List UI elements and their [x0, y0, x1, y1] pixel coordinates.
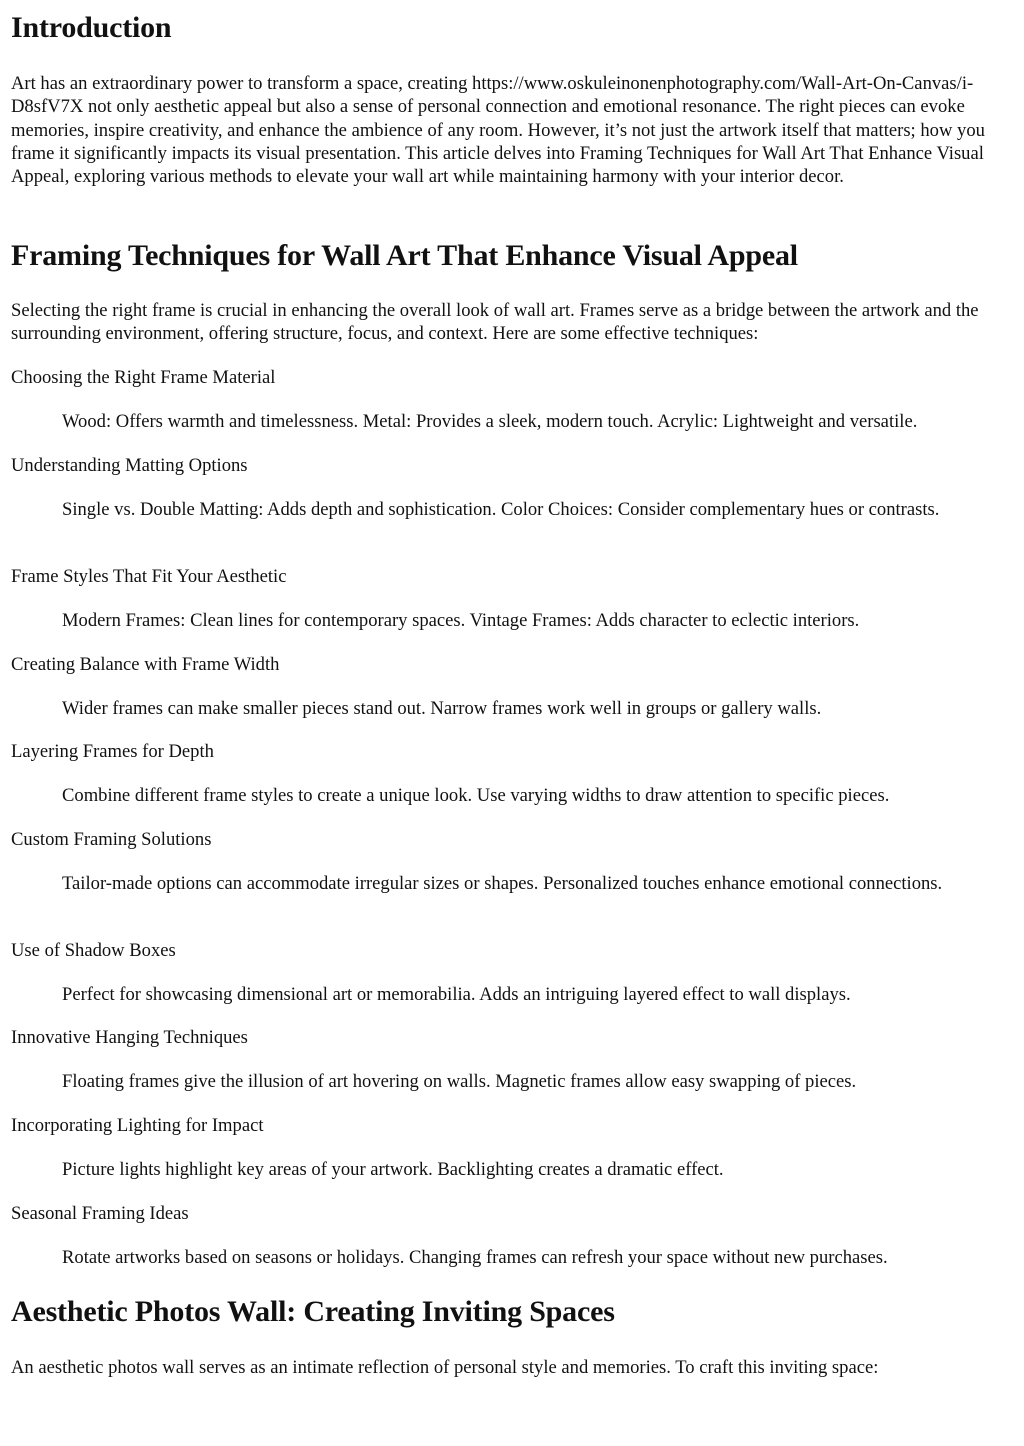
- paragraph-aesthetic-photos-wall: An aesthetic photos wall serves as an intimate reflection of personal style and memories. To craft this inviting space:: [11, 1357, 879, 1378]
- section-body-matting-options: Single vs. Double Matting: Adds depth and sophistication. Color Choices: Consider complementary hues or contrasts.: [62, 499, 940, 520]
- section-body-custom-framing: Tailor-made options can accommodate irregular sizes or shapes. Personalized touches enhance emotional connections.: [62, 873, 943, 894]
- heading-framing-techniques: Framing Techniques for Wall Art That Enhance Visual Appeal: [11, 239, 798, 272]
- heading-introduction: Introduction: [11, 11, 172, 44]
- section-body-frame-material: Wood: Offers warmth and timelessness. Metal: Provides a sleek, modern touch. Acrylic: Lightweight and versatile.: [62, 411, 918, 432]
- section-title-frame-styles: Frame Styles That Fit Your Aesthetic: [11, 566, 287, 587]
- section-title-layering-frames: Layering Frames for Depth: [11, 741, 214, 762]
- section-title-shadow-boxes: Use of Shadow Boxes: [11, 940, 176, 961]
- section-title-matting-options: Understanding Matting Options: [11, 455, 248, 476]
- section-title-frame-width: Creating Balance with Frame Width: [11, 654, 280, 675]
- section-body-lighting: Picture lights highlight key areas of your artwork. Backlighting creates a dramatic effect.: [62, 1159, 724, 1180]
- section-body-seasonal-framing: Rotate artworks based on seasons or holidays. Changing frames can refresh your space without new purchases.: [62, 1247, 888, 1268]
- section-body-layering-frames: Combine different frame styles to create a unique look. Use varying widths to draw attention to specific pieces.: [62, 785, 890, 806]
- section-body-hanging-techniques: Floating frames give the illusion of art hovering on walls. Magnetic frames allow easy swapping of pieces.: [62, 1071, 857, 1092]
- section-title-hanging-techniques: Innovative Hanging Techniques: [11, 1027, 248, 1048]
- paragraph-framing-techniques: Selecting the right frame is crucial in enhancing the overall look of wall art. Frames serve as a bridge between the artwork and the surrounding environment, offering structure, focus, and context. Here are some effective techniques:: [11, 300, 979, 345]
- section-body-shadow-boxes: Perfect for showcasing dimensional art or memorabilia. Adds an intriguing layered effect to wall displays.: [62, 984, 851, 1005]
- paragraph-introduction: Art has an extraordinary power to transform a space, creating https://www.oskuleinonenphotography.com/Wall-Art-On-Canvas/i-D8sfV7X not only aesthetic appeal but also a sense of personal connection and emotional resonance. The right pieces can evoke memories, inspire creativity, and enhance the ambience of any room. However, it’s not just the artwork itself that matters; how you frame it significantly impacts its visual presentation. This article delves into Framing Techniques for Wall Art That Enhance Visual Appeal, exploring various methods to elevate your wall art while maintaining harmony with your interior decor.: [11, 73, 985, 188]
- section-body-frame-width: Wider frames can make smaller pieces stand out. Narrow frames work well in groups or gallery walls.: [62, 698, 822, 719]
- section-title-seasonal-framing: Seasonal Framing Ideas: [11, 1203, 189, 1224]
- heading-aesthetic-photos-wall: Aesthetic Photos Wall: Creating Inviting Spaces: [11, 1295, 615, 1328]
- section-title-frame-material: Choosing the Right Frame Material: [11, 367, 276, 388]
- section-body-frame-styles: Modern Frames: Clean lines for contemporary spaces. Vintage Frames: Adds character to eclectic interiors.: [62, 610, 860, 631]
- section-title-custom-framing: Custom Framing Solutions: [11, 829, 212, 850]
- section-title-lighting: Incorporating Lighting for Impact: [11, 1115, 264, 1136]
